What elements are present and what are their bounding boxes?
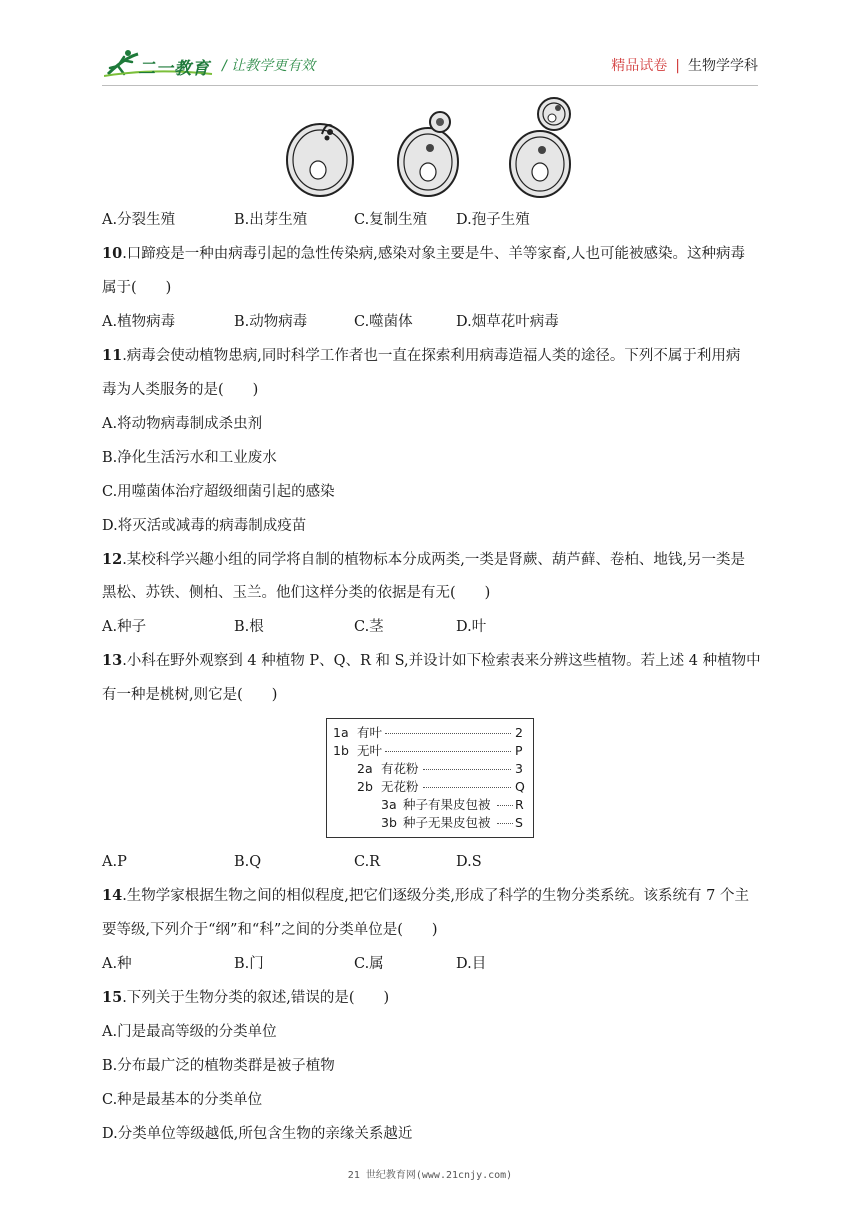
q13-number: 13: [102, 652, 123, 669]
key-leader-1b: [385, 751, 511, 752]
key-result-1a: 2: [515, 725, 523, 740]
q13-stem-line2: 有一种是桃树,则它是( ): [102, 687, 278, 703]
q11-option-d: D.将灭活或减毒的病毒制成疫苗: [102, 518, 307, 534]
yeast-cell-2: [398, 112, 458, 196]
key-text-3a: 种子有果皮包被: [403, 797, 491, 812]
q10-stem-line2: 属于( ): [102, 280, 172, 296]
key-leader-3b: [497, 823, 513, 824]
q10-number: 10: [102, 245, 123, 262]
q9-option-a: A.分裂生殖: [102, 212, 176, 228]
header-tag: 精品试卷: [611, 58, 668, 74]
key-text-2a: 有花粉: [381, 761, 419, 776]
header-right: [611, 55, 758, 75]
key-leader-3a: [497, 805, 513, 806]
q15-option-a: A.门是最高等级的分类单位: [102, 1024, 277, 1040]
header-slogan: / 让教学更有效: [222, 58, 316, 74]
key-code-2b: 2b: [357, 779, 373, 794]
q11-stem-line1: [102, 346, 740, 366]
q15-stem-line1: [102, 988, 389, 1008]
q14-option-d: D.目: [456, 956, 487, 972]
yeast-budding-figure: [278, 94, 578, 200]
key-result-3a: R: [515, 797, 524, 812]
key-text-3b: 种子无果皮包被: [403, 815, 491, 830]
yeast-cell-1: [287, 124, 353, 196]
q14-option-b: B.门: [234, 956, 264, 972]
q15-option-b: B.分布最广泛的植物类群是被子植物: [102, 1058, 335, 1074]
key-text-1b: 无叶: [357, 743, 383, 758]
q10-stem-line1: [102, 244, 745, 264]
key-result-1b: P: [515, 743, 523, 758]
header-divider: [102, 85, 758, 86]
key-code-1a: 1a: [333, 725, 349, 740]
key-leader-1a: [385, 733, 511, 734]
q10-option-c: C.噬菌体: [354, 314, 413, 330]
q12-option-d: D.叶: [456, 619, 487, 635]
q13-option-c: C.R: [354, 854, 381, 870]
q15-option-d: D.分类单位等级越低,所包含生物的亲缘关系越近: [102, 1126, 413, 1142]
q11-option-a: A.将动物病毒制成杀虫剂: [102, 416, 263, 432]
q13-option-b: B.Q: [234, 854, 262, 870]
q14-stem-line2: 要等级,下列介于“纲”和“科”之间的分类单位是( ): [102, 922, 438, 938]
q11-option-b: B.净化生活污水和工业废水: [102, 450, 277, 466]
logo-text: 二一教育: [138, 59, 210, 79]
q14-text1: .生物学家根据生物之间的相似程度,把它们逐级分类,形成了科学的生物分类系统。该系统有 7 个主: [122, 888, 749, 904]
q14-number: 14: [102, 887, 123, 904]
header-subject: 生物学学科: [688, 58, 758, 74]
q10-option-b: B.动物病毒: [234, 314, 308, 330]
key-result-2b: Q: [515, 779, 525, 794]
key-text-2b: 无花粉: [381, 779, 419, 794]
q15-option-c: C.种是最基本的分类单位: [102, 1092, 263, 1108]
yeast-cell-3: [510, 98, 570, 197]
q9-option-b: B.出芽生殖: [234, 212, 308, 228]
q13-stem-line1: [102, 651, 761, 671]
q10-text1: .口蹄疫是一种由病毒引起的急性传染病,感染对象主要是牛、羊等家畜,人也可能被感染。这种病毒: [122, 246, 746, 262]
key-leader-2a: [423, 769, 511, 770]
q14-option-a: A.种: [102, 956, 132, 972]
q13-option-d: D.S: [456, 854, 482, 870]
q9-option-c: C.复制生殖: [354, 212, 428, 228]
q12-number: 12: [102, 551, 123, 568]
q11-stem-line2: 毒为人类服务的是( ): [102, 382, 259, 398]
key-text-1a: 有叶: [357, 725, 383, 740]
key-code-1b: 1b: [333, 743, 349, 758]
q12-text1: .某校科学兴趣小组的同学将自制的植物标本分成两类,一类是肾蕨、葫芦藓、卷柏、地钱,另一类是: [122, 552, 746, 568]
key-code-3a: 3a: [381, 797, 397, 812]
page-header: [0, 0, 860, 90]
key-code-2a: 2a: [357, 761, 373, 776]
q12-option-a: A.种子: [102, 619, 147, 635]
q12-option-c: C.茎: [354, 619, 384, 635]
q12-option-b: B.根: [234, 619, 264, 635]
key-result-3b: S: [515, 815, 523, 830]
q9-option-d: D.孢子生殖: [456, 212, 530, 228]
q13-text1: .小科在野外观察到 4 种植物 P、Q、R 和 S,并设计如下检索表来分辨这些植物。若上述 4 种植物中: [122, 653, 761, 669]
key-code-3b: 3b: [381, 815, 397, 830]
q11-option-c: C.用噬菌体治疗超级细菌引起的感染: [102, 484, 335, 500]
q14-stem-line1: [102, 886, 749, 906]
q11-text1: .病毒会使动植物患病,同时科学工作者也一直在探索利用病毒造福人类的途径。下列不属于利用病: [122, 348, 741, 364]
q10-option-a: A.植物病毒: [102, 314, 176, 330]
key-leader-2b: [423, 787, 511, 788]
q11-number: 11: [102, 347, 123, 364]
page-footer: 21 世纪教育网(www.21cnjy.com): [347, 1170, 513, 1181]
q10-option-d: D.烟草花叶病毒: [456, 314, 559, 330]
q12-stem-line1: [102, 550, 745, 570]
q13-option-a: A.P: [102, 854, 127, 870]
q12-stem-line2: 黑松、苏铁、侧柏、玉兰。他们这样分类的依据是有无( ): [102, 585, 491, 601]
key-result-2a: 3: [515, 761, 523, 776]
q15-text1: .下列关于生物分类的叙述,错误的是( ): [122, 990, 390, 1006]
header-separator: |: [675, 58, 680, 74]
q15-number: 15: [102, 989, 123, 1006]
q14-option-c: C.属: [354, 956, 384, 972]
dichotomous-key-table: [326, 718, 534, 838]
